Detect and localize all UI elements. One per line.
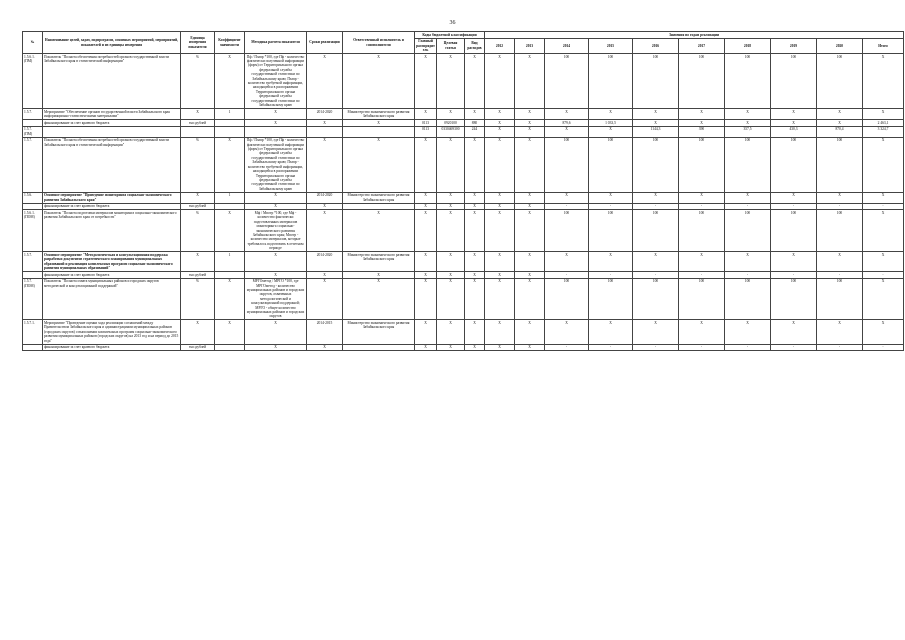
table-cell: 1: [215, 109, 245, 120]
table-cell: Х: [437, 203, 465, 210]
table-cell: Х: [245, 192, 307, 203]
table-cell: Х: [485, 278, 515, 320]
table-cell: -: [863, 271, 904, 278]
table-cell: 1: [215, 192, 245, 203]
table-cell: Х: [485, 320, 515, 344]
table-cell: Х: [863, 192, 904, 203]
table-cell: Х: [245, 320, 307, 344]
table-cell: Х: [725, 109, 771, 120]
table-row: [23, 252, 904, 272]
table-cell: -: [679, 344, 725, 351]
table-cell: Х: [415, 320, 437, 344]
table-cell: 1.5.6.: [23, 192, 43, 203]
year-values-group-header: Значения по годам реализации: [485, 32, 904, 39]
column-header: №: [23, 32, 43, 54]
table-cell: Х: [515, 126, 545, 137]
table-cell: Х: [863, 278, 904, 320]
table-cell: Мф / Мпотр *100, где Мф - количество фактически подготовленных материалов мониторинга социально-экономического развития Забайкальского края; Мпотр - количество материалов, которые требовалось подготовить в отчетном периоде: [245, 210, 307, 252]
table-cell: Х: [465, 210, 485, 252]
table-cell: Х: [589, 109, 633, 120]
column-header: 2013: [515, 38, 545, 53]
table-cell: Х: [485, 137, 515, 192]
table-cell: 0330469300: [437, 126, 465, 137]
table-cell: 100: [589, 137, 633, 192]
table-row: [23, 192, 904, 203]
table-cell: Х: [465, 271, 485, 278]
table-cell: Министерство экономического развития Забайкальского края: [343, 192, 415, 203]
table-cell: -: [725, 271, 771, 278]
table-cell: 390: [679, 126, 725, 137]
table-header: [23, 32, 904, 54]
table-cell: Х: [215, 278, 245, 320]
table-cell: -: [725, 344, 771, 351]
table-cell: Х: [437, 54, 465, 109]
table-cell: Х: [771, 120, 817, 127]
table-cell: Х: [215, 54, 245, 109]
column-header: 2018: [725, 38, 771, 53]
table-cell: тыс.рублей: [181, 120, 215, 127]
table-cell: 100: [633, 278, 679, 320]
table-cell: Х: [485, 344, 515, 351]
table-cell: Х: [817, 120, 863, 127]
table-cell: -: [817, 271, 863, 278]
table-cell: Х: [515, 54, 545, 109]
table-cell: 3 324,7: [863, 126, 904, 137]
table-cell: Х: [589, 126, 633, 137]
table-cell: [245, 126, 307, 137]
column-header: Итого: [863, 38, 904, 53]
table-cell: [343, 344, 415, 351]
table-cell: Х: [515, 252, 545, 272]
column-header: Целевая статья: [437, 38, 465, 53]
column-header: 2014: [545, 38, 589, 53]
table-cell: финансирование за счет краевого бюджета: [43, 203, 181, 210]
table-cell: Х: [437, 109, 465, 120]
table-cell: Х: [245, 344, 307, 351]
table-cell: Х: [307, 210, 343, 252]
table-row: [23, 137, 904, 192]
column-header: 2012: [485, 38, 515, 53]
table-cell: Х: [515, 271, 545, 278]
table-cell: Х: [343, 137, 415, 192]
table-cell: Х: [485, 192, 515, 203]
table-cell: -: [589, 344, 633, 351]
table-cell: Х: [415, 137, 437, 192]
table-cell: Х: [465, 54, 485, 109]
table-cell: Х: [515, 120, 545, 127]
table-cell: 1: [215, 252, 245, 272]
table-cell: 244: [465, 126, 485, 137]
table-cell: [23, 271, 43, 278]
table-cell: 100: [679, 210, 725, 252]
column-header: 2019: [771, 38, 817, 53]
table-cell: Х: [415, 203, 437, 210]
table-row: [23, 210, 904, 252]
table-cell: Пф / Пзапр *100, где Пф - количество фактически полученной информации (форм) от Территориального органа федеральной службы государственной статистики по Забайкальскому краю; Пзапр - количество требуемой информации, находящейся в распоряжении Территориального органа федеральной службы государственной статистики по Забайкальскому краю: [245, 54, 307, 109]
table-cell: Х: [437, 278, 465, 320]
column-header: Наименование целей, задач, подпрограмм, основных мероприятий, мероприятий, показателей и их единицы измерения: [43, 32, 181, 54]
table-cell: Министерство экономического развития Забайкальского края: [343, 320, 415, 344]
table-cell: Х: [817, 320, 863, 344]
table-cell: финансирование за счет краевого бюджета: [43, 120, 181, 127]
table-cell: 100: [633, 137, 679, 192]
table-cell: Х: [465, 252, 485, 272]
table-cell: Х: [465, 109, 485, 120]
table-cell: 1.5.6.1. (ПМ): [23, 54, 43, 109]
table-cell: -: [817, 344, 863, 351]
table-cell: тыс.рублей: [181, 203, 215, 210]
table-cell: 2014-2020: [307, 109, 343, 120]
column-header: Вид расходов: [465, 38, 485, 53]
table-cell: Х: [465, 192, 485, 203]
table-cell: Х: [515, 203, 545, 210]
table-cell: -: [771, 344, 817, 351]
table-cell: Х: [437, 210, 465, 252]
table-cell: Х: [343, 120, 415, 127]
table-cell: 1.5.7.: [23, 137, 43, 192]
table-cell: Х: [725, 320, 771, 344]
table-cell: 0113: [415, 126, 437, 137]
table-cell: 100: [817, 278, 863, 320]
table-cell: Х: [485, 120, 515, 127]
table-cell: Х: [465, 320, 485, 344]
table-cell: 100: [589, 210, 633, 252]
table-cell: Х: [679, 252, 725, 272]
column-header: 2015: [589, 38, 633, 53]
table-row: [23, 271, 904, 278]
table-cell: 100: [589, 54, 633, 109]
column-header: Единица измерения показателя: [181, 32, 215, 54]
table-cell: Х: [245, 271, 307, 278]
table-cell: %: [181, 278, 215, 320]
table-row: [23, 278, 904, 320]
table-cell: Х: [343, 54, 415, 109]
table-cell: Х: [415, 210, 437, 252]
table-cell: Х: [633, 252, 679, 272]
table-row: [23, 109, 904, 120]
table-cell: Х: [515, 344, 545, 351]
table-cell: [215, 120, 245, 127]
table-cell: -: [771, 203, 817, 210]
table-row: [23, 126, 904, 137]
table-cell: Х: [515, 210, 545, 252]
table-cell: Основное мероприятие "Проведение мониторинга социально-экономического развития Забайкальского края": [43, 192, 181, 203]
table-cell: Х: [515, 137, 545, 192]
table-cell: [307, 126, 343, 137]
table-cell: Показатель "Полнота обеспечения потребностей органов государственной власти Забайкальского края в статистической информации": [43, 137, 181, 192]
table-cell: Х: [771, 109, 817, 120]
table-cell: 1144,3: [633, 126, 679, 137]
table-cell: Х: [465, 203, 485, 210]
table-cell: -: [633, 271, 679, 278]
table-cell: Х: [307, 54, 343, 109]
table-cell: Х: [437, 137, 465, 192]
table-cell: 100: [589, 278, 633, 320]
table-cell: Х: [307, 344, 343, 351]
table-cell: %: [181, 210, 215, 252]
table-cell: -: [679, 271, 725, 278]
table-row: [23, 203, 904, 210]
table-cell: 2014-2015: [307, 320, 343, 344]
table-cell: Х: [415, 344, 437, 351]
table-cell: 100: [817, 137, 863, 192]
table-cell: Х: [545, 126, 589, 137]
table-cell: Х: [771, 252, 817, 272]
table-cell: 100: [679, 54, 725, 109]
table-cell: Х: [437, 192, 465, 203]
table-cell: 879,6: [545, 120, 589, 127]
table-cell: Х: [863, 210, 904, 252]
table-cell: Х: [437, 271, 465, 278]
table-cell: Х: [485, 252, 515, 272]
table-cell: Х: [307, 203, 343, 210]
table-cell: 100: [771, 278, 817, 320]
column-header: 2020: [817, 38, 863, 53]
table-cell: Х: [181, 252, 215, 272]
table-cell: -: [863, 344, 904, 351]
table-cell: 100: [725, 278, 771, 320]
table-cell: -: [725, 203, 771, 210]
table-cell: 1.5.7. (ПМ): [23, 126, 43, 137]
table-cell: Х: [307, 278, 343, 320]
table-cell: Х: [633, 192, 679, 203]
table-cell: Х: [817, 109, 863, 120]
table-cell: Х: [515, 278, 545, 320]
table-cell: Х: [863, 109, 904, 120]
table-cell: [215, 344, 245, 351]
table-cell: Мероприятие "Обеспечение органов государственной власти Забайкальского края информационно-статистическими материалами": [43, 109, 181, 120]
table-cell: Х: [545, 320, 589, 344]
table-cell: -: [589, 203, 633, 210]
table-cell: 100: [633, 54, 679, 109]
table-cell: -: [545, 344, 589, 351]
table-cell: Х: [633, 109, 679, 120]
table-cell: Мероприятие "Проведение оценки хода реализации соглашений между Правительством Забайкальского края и администрациями муниципальных районов (городских округов) о выполнении комплексных программ социально-экономического развития муниципальных районов (городских округов) на 2013 год и на период до 2015 года": [43, 320, 181, 344]
table-cell: Х: [515, 192, 545, 203]
table-cell: Х: [437, 252, 465, 272]
table-cell: -: [633, 203, 679, 210]
table-cell: Х: [771, 192, 817, 203]
table-cell: 100: [545, 54, 589, 109]
table-cell: 100: [679, 137, 725, 192]
table-cell: Основное мероприятие "Методологическая и консультационная поддержка разработки документов стратегического планирования муниципальных образований и реализация комплексных программ социально-экономического развития муниципальных образований": [43, 252, 181, 272]
table-cell: Х: [465, 137, 485, 192]
table-cell: -: [817, 203, 863, 210]
table-cell: Х: [515, 109, 545, 120]
table-cell: Х: [679, 192, 725, 203]
table-cell: Х: [679, 109, 725, 120]
table-cell: [343, 203, 415, 210]
table-cell: Х: [863, 137, 904, 192]
table-cell: Х: [863, 252, 904, 272]
table-cell: 100: [725, 137, 771, 192]
table-cell: -: [771, 271, 817, 278]
table-cell: 1.5.7.1.: [23, 320, 43, 344]
table-cell: [215, 203, 245, 210]
table-cell: -: [633, 344, 679, 351]
table-cell: 100: [817, 210, 863, 252]
table-cell: Показатель "Полнота обеспечения потребностей органов государственной власти Забайкальского края в статистической информации": [43, 54, 181, 109]
table-cell: Х: [589, 192, 633, 203]
table-cell: -: [589, 271, 633, 278]
page-number: 36: [449, 20, 456, 26]
table-cell: 1.5.7.: [23, 109, 43, 120]
table-cell: Министерство экономического развития Забайкальского края: [343, 252, 415, 272]
table-cell: Х: [245, 252, 307, 272]
table-cell: Х: [437, 344, 465, 351]
column-header: 2016: [633, 38, 679, 53]
table-cell: 0920100: [437, 120, 465, 127]
table-cell: Х: [545, 109, 589, 120]
table-cell: Х: [465, 344, 485, 351]
table-cell: Х: [343, 210, 415, 252]
table-cell: Х: [589, 320, 633, 344]
table-cell: Х: [485, 109, 515, 120]
table-cell: -: [545, 203, 589, 210]
table-cell: Показатель "Полнота охвата муниципальных районов и городских округов методической и консультационной поддержкой": [43, 278, 181, 320]
column-header: Главный распорядитель: [416, 39, 435, 52]
table-cell: 100: [545, 278, 589, 320]
table-cell: Х: [437, 320, 465, 344]
table-cell: 880: [465, 120, 485, 127]
table-cell: Х: [415, 192, 437, 203]
table-row: [23, 344, 904, 351]
table-cell: Х: [633, 120, 679, 127]
table-cell: Х: [307, 120, 343, 127]
table-cell: 100: [771, 137, 817, 192]
table-cell: Х: [415, 271, 437, 278]
table-cell: Х: [545, 192, 589, 203]
table-cell: 1.5.7.: [23, 252, 43, 272]
table-cell: тыс.рублей: [181, 344, 215, 351]
column-header: Методика расчета показателя: [245, 32, 307, 54]
table-cell: 100: [725, 54, 771, 109]
table-cell: 100: [771, 210, 817, 252]
table-cell: [23, 120, 43, 127]
table-cell: Х: [679, 320, 725, 344]
table-cell: Х: [415, 109, 437, 120]
table-cell: 430,3: [771, 126, 817, 137]
table-cell: МРГОметод / МРГО *100, где МРГОметод - количество муниципальных районов и городских округов, охваченных методологической и консультационной поддержкой; МРГО - общее количество муниципальных районов и городских округов: [245, 278, 307, 320]
table-cell: Х: [181, 320, 215, 344]
table-cell: Х: [589, 252, 633, 272]
table-cell: 1 033,5: [589, 120, 633, 127]
table-cell: [43, 126, 181, 137]
table-cell: Х: [307, 271, 343, 278]
table-cell: Х: [181, 192, 215, 203]
column-header: Коэффициент значимости: [215, 32, 245, 54]
table-cell: Х: [725, 252, 771, 272]
table-cell: [343, 126, 415, 137]
table-cell: Х: [245, 203, 307, 210]
table-cell: Х: [485, 126, 515, 137]
table-cell: Х: [817, 192, 863, 203]
table-row: [23, 54, 904, 109]
table-cell: 100: [771, 54, 817, 109]
table-cell: %: [181, 54, 215, 109]
budget-codes-group-header: Коды бюджетной классификации: [415, 32, 485, 39]
table-cell: Х: [485, 210, 515, 252]
table-cell: Х: [725, 120, 771, 127]
table-cell: %: [181, 137, 215, 192]
table-cell: Х: [181, 109, 215, 120]
table-cell: 100: [545, 137, 589, 192]
table-cell: Х: [307, 137, 343, 192]
table-cell: 100: [633, 210, 679, 252]
table-cell: Х: [215, 210, 245, 252]
table-cell: тыс.рублей: [181, 271, 215, 278]
table-cell: Х: [415, 54, 437, 109]
table-cell: Х: [245, 109, 307, 120]
column-header: 2017: [679, 38, 725, 53]
table-cell: Х: [485, 54, 515, 109]
table-cell: Х: [465, 278, 485, 320]
table-cell: Х: [817, 252, 863, 272]
table-cell: Х: [515, 320, 545, 344]
table-body: [23, 54, 904, 351]
table-cell: Министерство экономического развития Забайкальского края: [343, 109, 415, 120]
table-cell: 100: [725, 210, 771, 252]
table-cell: -: [545, 271, 589, 278]
table-cell: 100: [545, 210, 589, 252]
table-cell: Х: [863, 54, 904, 109]
table-cell: Х: [679, 120, 725, 127]
table-cell: Х: [215, 137, 245, 192]
table-cell: -: [863, 203, 904, 210]
table-row: [23, 120, 904, 127]
table-cell: 2 463,1: [863, 120, 904, 127]
table-cell: Х: [725, 192, 771, 203]
column-header: Ответственный исполнитель и соисполнители: [343, 32, 415, 54]
table-cell: 100: [817, 54, 863, 109]
table-cell: Х: [415, 278, 437, 320]
table-cell: Пф / Пзапр *100, где Пф - количество фактически полученной информации (форм) от Территориального органа федеральной службы государственной статистики по Забайкальскому краю; Пзапр - количество требуемой информации, находящейся в распоряжении Территориального органа федеральной службы государственной статистики по Забайкальскому краю: [245, 137, 307, 192]
table-cell: [215, 126, 245, 137]
table-cell: Х: [863, 320, 904, 344]
table-cell: [215, 271, 245, 278]
table-cell: 100: [679, 278, 725, 320]
table-cell: -: [679, 203, 725, 210]
program-table: [22, 31, 904, 351]
table-cell: Х: [633, 320, 679, 344]
table-cell: Х: [485, 203, 515, 210]
table-cell: Х: [485, 271, 515, 278]
table-cell: 2014-2020: [307, 192, 343, 203]
table-cell: Х: [343, 271, 415, 278]
table-cell: [23, 344, 43, 351]
table-row: [23, 320, 904, 344]
table-cell: Х: [215, 320, 245, 344]
table-cell: 1.5.6.1. (ПОМ): [23, 210, 43, 252]
table-cell: Х: [343, 278, 415, 320]
table-cell: [181, 126, 215, 137]
table-cell: 1.5.7. (ПОМ): [23, 278, 43, 320]
table-cell: финансирование за счет краевого бюджета: [43, 344, 181, 351]
table-cell: Х: [415, 252, 437, 272]
table-cell: Показатель "Полнота подготовки материалов мониторинга социально-экономического развития Забайкальского края от потребности": [43, 210, 181, 252]
table-cell: финансирование за счет краевого бюджета: [43, 271, 181, 278]
table-cell: 357,5: [725, 126, 771, 137]
table-cell: 0113: [415, 120, 437, 127]
table-cell: 2014-2020: [307, 252, 343, 272]
table-cell: [23, 203, 43, 210]
table-cell: 870,4: [817, 126, 863, 137]
column-header: Сроки реализации: [307, 32, 343, 54]
table-cell: Х: [245, 120, 307, 127]
table-cell: Х: [545, 252, 589, 272]
table-cell: Х: [771, 320, 817, 344]
